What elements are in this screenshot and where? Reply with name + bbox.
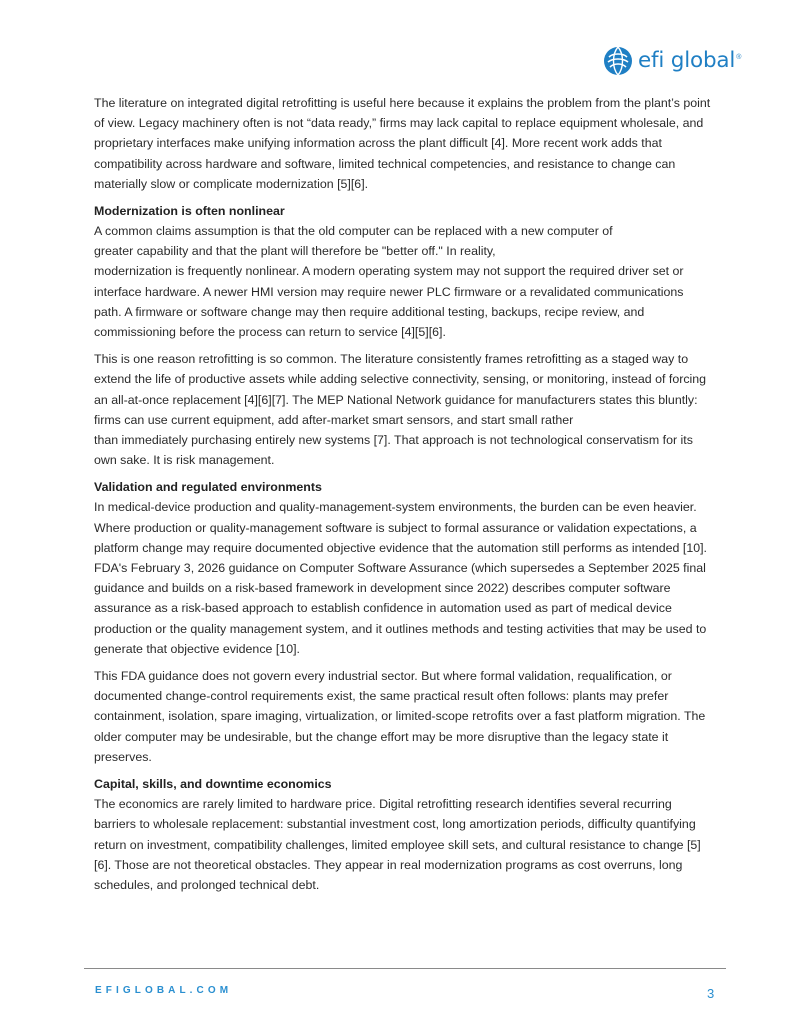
heading-capital: Capital, skills, and downtime economics — [94, 777, 332, 792]
paragraph-modernization-line2: greater capability and that the plant will therefore be "better off." In reality, — [94, 244, 496, 259]
heading-validation: Validation and regulated environments — [94, 480, 322, 495]
page-number: 3 — [707, 986, 715, 1001]
paragraph-modernization — [94, 221, 714, 342]
paragraph-validation: In medical-device production and quality-management-system environments, the burden can be even heavier. Where production or quality-management software is subject to formal assurance or validation expectations, a platform change may require documented objective evidence that the automation still performs as intended [10]. FDA's February 3, 2026 guidance on Computer Software Assurance (which supersedes a September 2025 final guidance and builds on a risk-based framework in development since 2022) describes computer software assurance as a risk-based approach to establish confidence in automation used as part of medical device production or the quality management system, and it outlines methods and testing activities that may be used to generate that objective evidence [10]. — [94, 500, 707, 656]
paragraph-capital: The economics are rarely limited to hardware price. Digital retrofitting research identifies several recurring barriers to wholesale replacement: substantial investment cost, long amortization periods, difficulty quantifying return on investment, compatibility challenges, limited employee skill sets, and cultural resistance to change [5][6]. Those are not theoretical obstacles. They appear in real modernization programs as cost overruns, long schedules, and prolonged technical debt. — [94, 797, 701, 892]
logo-text: efi global — [638, 48, 736, 74]
document-body — [94, 93, 714, 902]
paragraph-retrofitting-common-a: This is one reason retrofitting is so common. The literature consistently frames retrofitting as a staged way to extend the life of productive assets while adding selective connectivity, sensing, or monitoring, instead of forcing an all-at-once replacement [4][6][7]. The MEP National Network guidance for manufacturers states this bluntly: firms can use current equipment, add after-market smart sensors, and start small rather — [94, 352, 707, 427]
paragraph-fda-guidance: This FDA guidance does not govern every industrial sector. But where formal validation, requalification, or documented change-control requirements exist, the same practical result often follows: plants may prefer containment, isolation, spare imaging, virtualization, or limited-scope retrofits over a fast platform migration. The older computer may be undesirable, but the change effort may be more disruptive than the legacy state it preserves. — [94, 669, 706, 764]
paragraph-modernization-line1: A common claims assumption is that the old computer can be replaced with a new computer of — [94, 224, 613, 239]
paragraph-retrofitting-common — [94, 349, 714, 470]
paragraph-retrofitting-common-b: than immediately purchasing entirely new systems [7]. That approach is not technological conservatism for its own sake. It is risk management. — [94, 433, 693, 468]
registered-mark: ® — [736, 53, 742, 61]
footer-website-link[interactable]: EFIGLOBAL.COM — [95, 985, 233, 996]
company-logo — [603, 44, 741, 78]
footer-divider — [84, 968, 726, 969]
heading-modernization: Modernization is often nonlinear — [94, 204, 285, 219]
paragraph-modernization-rest: modernization is frequently nonlinear. A modern operating system may not support the required driver set or interface hardware. A newer HMI version may require newer PLC firmware or a revalidated communications path. A firmware or software change may then require additional testing, backups, recipe review, and commissioning before the process can return to service [4][5][6]. — [94, 264, 684, 340]
paragraph-retrofitting-literature: The literature on integrated digital retrofitting is useful here because it explains the problem from the plant’s point of view. Legacy machinery often is not “data ready,” firms may lack capital to replace equipment wholesale, and proprietary interfaces make unifying information across the plant difficult [4]. More recent work adds that compatibility across hardware and software, limited technical competencies, and resistance to change can materially slow or complicate modernization [5][6]. — [94, 96, 711, 191]
efi-globe-icon — [603, 46, 633, 76]
